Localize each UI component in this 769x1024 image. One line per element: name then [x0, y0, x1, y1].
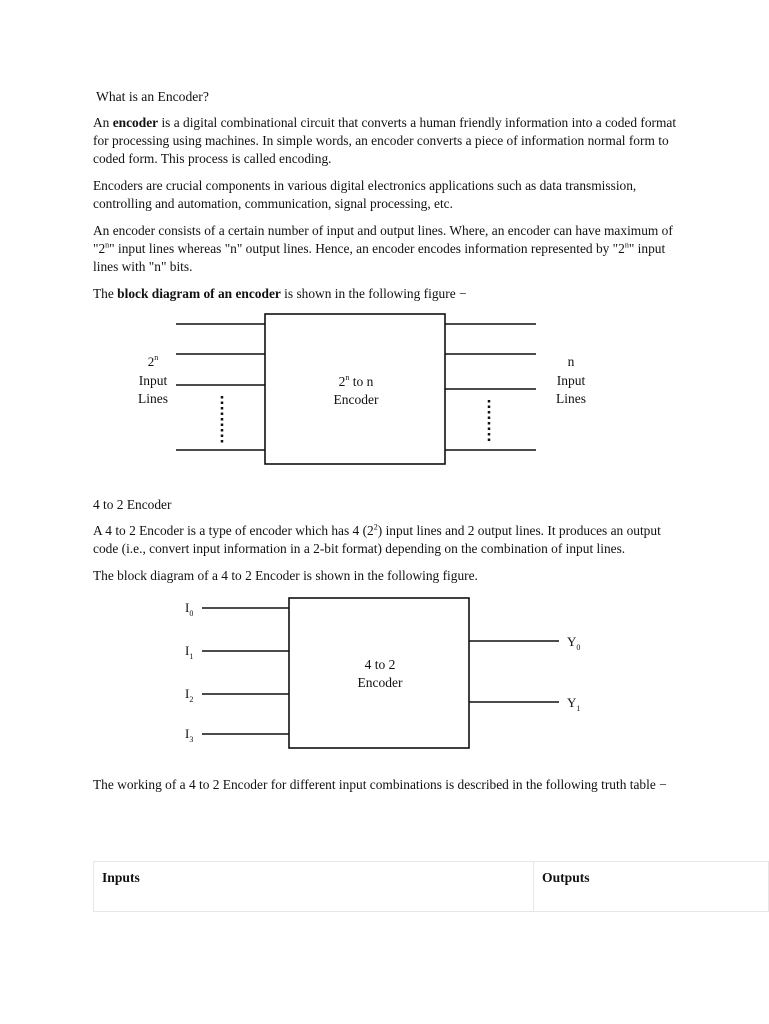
- p3-part-c: " input lines with "n" bits.: [93, 241, 666, 274]
- encoder-box: [265, 314, 445, 464]
- p4-bold-term: block diagram of an encoder: [117, 286, 281, 301]
- p3-part-a: An encoder consists of a certain number of input and output lines. Where, an encoder can have maximum of "2: [93, 223, 673, 256]
- encoder-4-to-2-box: [289, 598, 469, 748]
- paragraph-encoder-applications: Encoders are crucial components in various digital electronics applications such as data transmission, controlling and automation, communication, signal processing, etc.: [93, 178, 637, 211]
- left-label-line2: Input: [138, 373, 168, 388]
- p3-sup-2: n: [624, 240, 629, 250]
- p3-part-b: " input lines whereas "n" output lines. Hence, an encoder encodes information represented by "2: [109, 241, 625, 256]
- p5-sup: 2: [373, 522, 378, 532]
- encoder-4-to-2-diagram: [93, 598, 593, 758]
- p5-part-a: A 4 to 2 Encoder is a type of encoder which has 4 (2: [93, 523, 374, 538]
- inputs-4-to-2: [202, 608, 289, 734]
- paragraph-encoder-definition: [93, 114, 678, 168]
- outputs-4-to-2: [469, 641, 559, 702]
- right-label-line3: Lines: [556, 391, 586, 406]
- p4-pre: The: [93, 286, 118, 301]
- box-4-to-2-line1: 4 to 2: [364, 657, 396, 672]
- box-label-line2: Encoder: [333, 392, 379, 407]
- box-4-to-2-line2: Encoder: [357, 675, 403, 690]
- section-heading-4-to-2: 4 to 2 Encoder: [93, 497, 172, 512]
- paragraph-truth-table-intro: The working of a 4 to 2 Encoder for different input combinations is described in the following truth table −: [93, 777, 667, 792]
- paragraph-encoder-lines: [93, 222, 678, 276]
- document-body: [93, 88, 678, 803]
- encoder-block-diagram: [93, 312, 586, 482]
- p1-pre: An: [93, 115, 113, 130]
- truth-table-header-row: [94, 862, 769, 912]
- truth-table: [93, 861, 769, 912]
- left-label-line3: Lines: [138, 391, 168, 406]
- input-label-i0: $I_0$: [185, 600, 194, 618]
- output-lines: [445, 324, 536, 450]
- p3-sup-1: n: [105, 240, 110, 250]
- paragraph-block-diagram-intro: [93, 285, 678, 303]
- p1-post: is a digital combinational circuit that converts a human friendly information into a coded format for processing using machines. In simple words, an encoder converts a piece of information normal form to coded form. This process is called encoding.: [93, 115, 677, 166]
- truth-table-header-inputs: Inputs: [94, 862, 534, 912]
- box-label-line1: 2$^n$ to n: [338, 373, 374, 389]
- p5-part-b: ) input lines and 2 output lines. It produces an output code (i.e., convert input information in a 2-bit format) depending on the combination of input lines.: [93, 523, 661, 556]
- right-label-line2: Input: [556, 373, 586, 388]
- input-label-i3: $I_3$: [185, 726, 194, 744]
- input-label-i1: $I_1$: [185, 643, 194, 661]
- output-label-y1: $Y_1$: [567, 695, 581, 713]
- output-label-y0: $Y_0$: [567, 634, 581, 652]
- truth-table-header-outputs: Outputs: [534, 862, 769, 912]
- left-label-line1: 2$^n$: [147, 353, 159, 369]
- paragraph-4-to-2-description: [93, 522, 678, 558]
- right-label-line1: n: [567, 354, 575, 369]
- paragraph-4-to-2-figure-intro: The block diagram of a 4 to 2 Encoder is shown in the following figure.: [93, 568, 478, 583]
- page-title: What is an Encoder?: [96, 89, 209, 104]
- p1-bold-term: encoder: [112, 115, 159, 130]
- p4-post: is shown in the following figure −: [280, 286, 467, 301]
- input-lines: [176, 324, 265, 450]
- input-label-i2: $I_2$: [185, 686, 194, 704]
